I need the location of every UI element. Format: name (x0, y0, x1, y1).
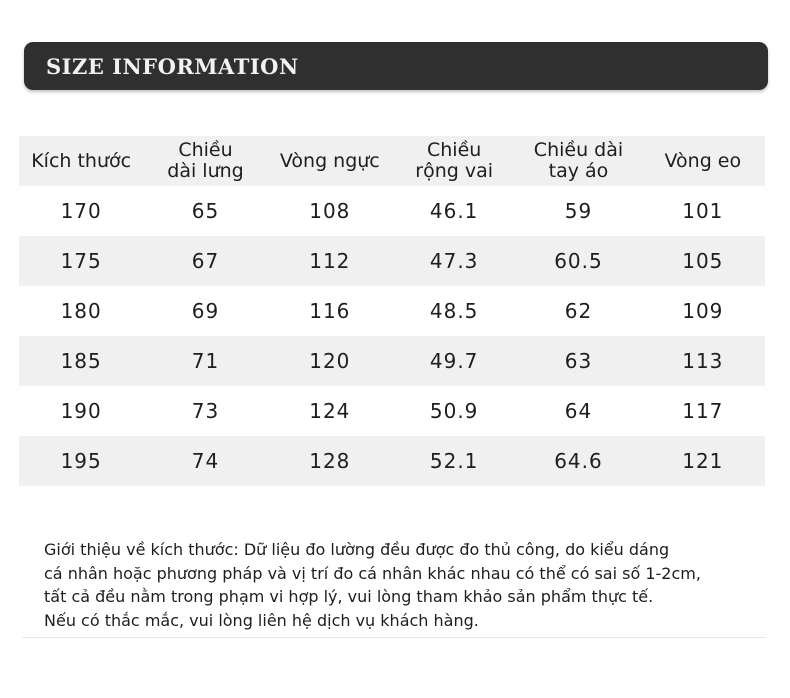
cell-back-length: 65 (191, 199, 220, 223)
size-note (44, 538, 774, 632)
cell-size: 190 (60, 399, 102, 423)
header-waist: Vòng eo (664, 149, 742, 172)
cell-chest: 108 (309, 199, 351, 223)
note-line: Nếu có thắc mắc, vui lòng liên hệ dịch vụ khách hàng. (44, 610, 479, 630)
banner-title: SIZE INFORMATION (46, 54, 299, 79)
cell-waist: 109 (682, 299, 724, 323)
cell-sleeve-length: 64 (564, 399, 593, 423)
cell-back-length: 74 (191, 449, 220, 473)
cell-chest: 124 (309, 399, 351, 423)
cell-shoulder-width: 46.1 (429, 199, 479, 223)
cell-waist: 113 (682, 349, 724, 373)
cell-size: 170 (60, 199, 102, 223)
cell-waist: 101 (682, 199, 724, 223)
title-banner (24, 42, 768, 90)
cell-back-length: 73 (191, 399, 220, 423)
note-line: tất cả đều nằm trong phạm vi hợp lý, vui lòng tham khảo sản phẩm thực tế. (44, 587, 654, 606)
cell-shoulder-width: 49.7 (429, 349, 479, 373)
cell-chest: 112 (309, 249, 351, 273)
cell-chest: 120 (309, 349, 351, 373)
cell-sleeve-length: 59 (564, 199, 593, 223)
cell-back-length: 67 (191, 249, 220, 273)
table-row (19, 286, 765, 336)
cell-sleeve-length: 63 (564, 349, 593, 373)
size-table (19, 136, 765, 486)
header-chest: Vòng ngực (279, 149, 380, 172)
table-row (19, 436, 765, 486)
cell-back-length: 69 (191, 299, 220, 323)
table-row (19, 336, 765, 386)
cell-waist: 105 (682, 249, 724, 273)
header-back-length: Chiều dài lưng (167, 139, 244, 182)
note-line: cá nhân hoặc phương pháp và vị trí đo cá nhân khác nhau có thể có sai số 1-2cm, (44, 563, 701, 583)
table-row (19, 186, 765, 236)
table-row (19, 236, 765, 286)
cell-chest: 116 (309, 299, 351, 323)
cell-shoulder-width: 48.5 (429, 299, 479, 323)
note-line: Giới thiệu về kích thước: Dữ liệu đo lường đều được đo thủ công, do kiểu dáng (44, 540, 670, 559)
bottom-divider (22, 637, 766, 638)
cell-waist: 117 (682, 399, 724, 423)
header-sleeve-length: Chiều dài tay áo (533, 139, 624, 182)
cell-size: 175 (60, 249, 102, 273)
table-header-row (19, 136, 765, 186)
cell-shoulder-width: 50.9 (429, 399, 479, 423)
cell-sleeve-length: 64.6 (554, 449, 603, 473)
cell-back-length: 71 (191, 349, 220, 373)
cell-shoulder-width: 47.3 (429, 249, 479, 273)
header-size: Kích thước (31, 149, 132, 172)
table-row (19, 386, 765, 436)
cell-sleeve-length: 60.5 (554, 249, 603, 273)
cell-sleeve-length: 62 (564, 299, 593, 323)
cell-chest: 128 (309, 449, 351, 473)
cell-size: 185 (60, 349, 102, 373)
cell-waist: 121 (682, 449, 724, 473)
cell-shoulder-width: 52.1 (429, 449, 479, 473)
cell-size: 180 (60, 299, 102, 323)
header-shoulder-width: Chiều rộng vai (415, 139, 494, 182)
cell-size: 195 (60, 449, 102, 473)
